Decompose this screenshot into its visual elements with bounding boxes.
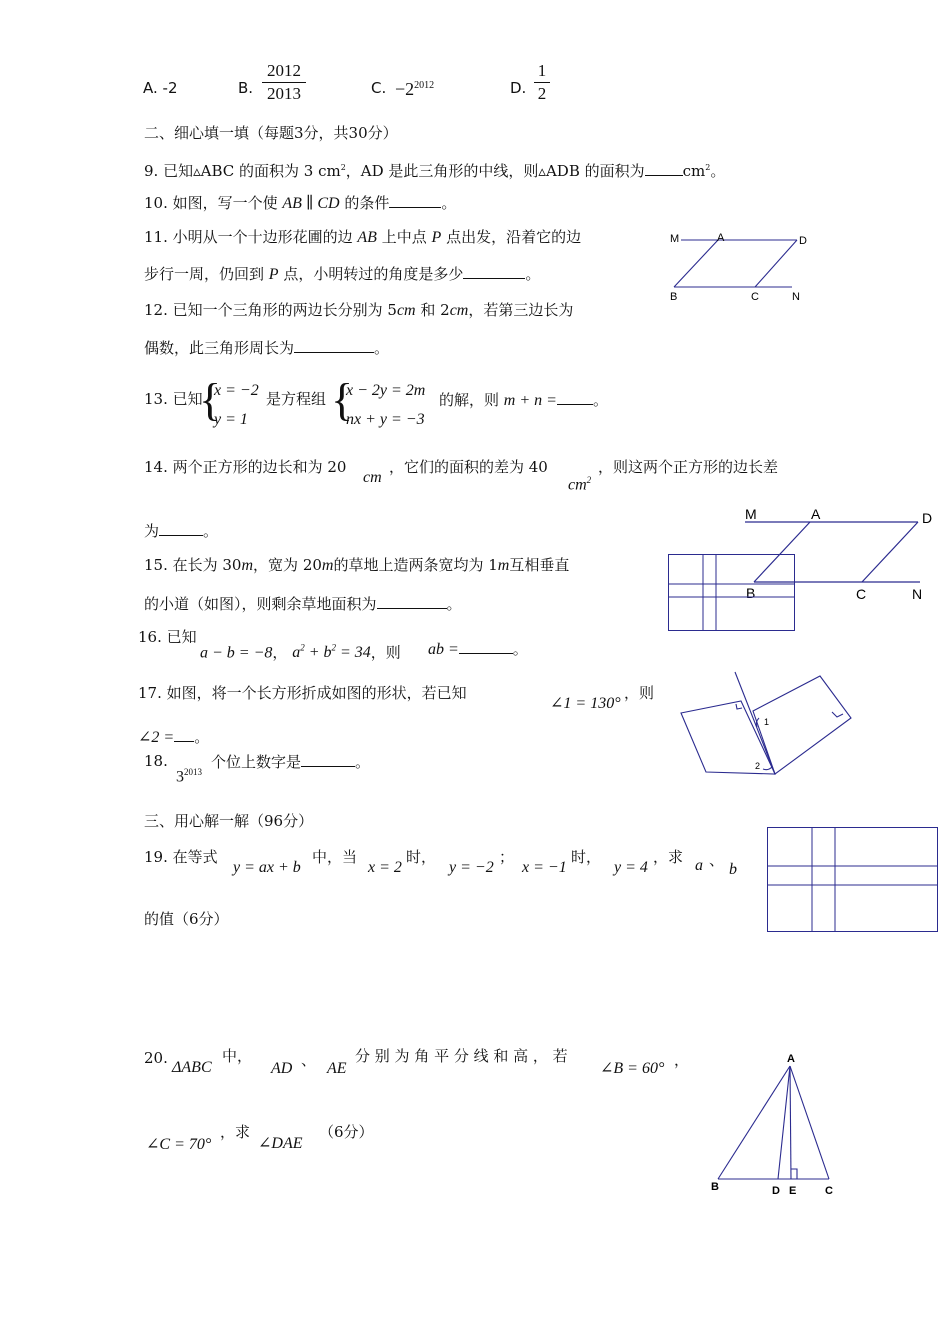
choice-d-numerator: 1 <box>537 61 547 80</box>
choice-b-label: B. <box>238 79 254 97</box>
q20-math3: AE <box>327 1060 347 1077</box>
question-12-line2 <box>144 337 389 358</box>
label-d: D <box>772 1185 780 1197</box>
question-14-line2 <box>144 520 218 541</box>
q9-sup2: 2 <box>705 163 711 172</box>
question-17-line1 <box>138 683 467 703</box>
choice-a: A. -2 <box>143 79 178 97</box>
q19-math1: y = ax + b <box>233 859 301 876</box>
q15-text: 15. 在长为 30 <box>144 556 242 574</box>
q13-text: 的解，则 <box>439 391 500 409</box>
answer-blank[interactable] <box>294 337 374 353</box>
side-ab <box>718 1066 790 1179</box>
q15-text2: ，宽为 20 <box>253 556 322 574</box>
q9-unit: cm <box>682 162 706 180</box>
q10-end: 。 <box>441 194 457 212</box>
choice-c-expression <box>395 76 434 99</box>
q11-text4: 步行一周，仍回到 <box>144 265 265 283</box>
answer-blank[interactable] <box>377 593 447 609</box>
q16-sup2: 2 <box>331 643 336 653</box>
question-11-line2 <box>144 263 540 285</box>
q11-math-p2: P <box>268 266 279 283</box>
question-13-tail <box>439 389 608 411</box>
lawn-figure-small <box>668 554 796 632</box>
q11-text3: 点出发，沿着它的边 <box>446 228 582 246</box>
q16-end: 。 <box>512 640 528 658</box>
q10-math: AB ∥ CD <box>282 195 340 212</box>
question-19-lead: 19. 在等式 <box>144 848 218 866</box>
line-ab <box>674 240 718 287</box>
question-16-lead: 16. 已知 <box>138 628 197 646</box>
label-a: A <box>811 506 821 522</box>
label-m: M <box>745 506 757 522</box>
q11-math-ab: AB <box>357 229 377 246</box>
line-dc <box>755 240 797 287</box>
fraction-bar <box>534 82 550 83</box>
choice-d-denominator: 2 <box>537 84 547 103</box>
choice-b-fraction <box>262 61 306 104</box>
q12-text3: ，若第三边长为 <box>468 301 574 319</box>
q17-text: 17. 如图，将一个长方形折成如图的形状，若已知 <box>138 684 467 702</box>
question-18-text <box>211 751 370 772</box>
answer-blank[interactable] <box>301 751 355 767</box>
q9-text2: ，AD 是此三角形的中线，则▵ADB 的面积为 <box>345 162 645 180</box>
q15-unit3: m <box>497 557 510 574</box>
choice-c-exponent: 2012 <box>414 80 435 91</box>
q9-end: 。 <box>710 162 726 180</box>
side-ac <box>790 1066 829 1179</box>
answer-blank[interactable] <box>159 520 203 536</box>
answer-blank[interactable] <box>389 192 441 208</box>
right-angle-mark <box>736 704 742 709</box>
question-16-tail <box>428 638 528 660</box>
q19-text1: 中，当 <box>312 848 358 866</box>
q18-text: 个位上数字是 <box>211 753 302 771</box>
label-c: C <box>751 291 759 303</box>
choice-d-fraction <box>534 61 550 104</box>
q19-math2: x = 2 <box>368 859 402 876</box>
q14-unit2-base: cm <box>568 476 587 494</box>
question-9 <box>144 158 725 181</box>
q20-math5: ∠C = 70° <box>146 1136 212 1153</box>
q20-math6: ∠DAE <box>258 1135 303 1152</box>
label-a: A <box>717 232 725 244</box>
choice-b-denominator: 2013 <box>267 84 301 103</box>
q11-text2: 上中点 <box>381 228 427 246</box>
q20-text3: 分 别 为 角 平 分 线 和 高 ， 若 <box>355 1047 568 1065</box>
question-14-line1 <box>144 457 346 477</box>
q13-system2-eq2: nx + y = −3 <box>346 411 425 428</box>
question-13-lead: 13. 已知 <box>144 390 203 408</box>
label-d: D <box>799 235 807 247</box>
question-12-line1 <box>144 300 573 321</box>
q17-math2: ∠2 = <box>138 729 175 746</box>
q19-math4: x = −1 <box>522 859 567 876</box>
q11-text5: 点，小明转过的角度是多少 <box>283 265 464 283</box>
q20-text2: 、 <box>301 1051 317 1069</box>
altitude-ae <box>790 1066 791 1179</box>
q14-end: 。 <box>203 522 219 540</box>
q12-unit1: cm <box>396 302 416 319</box>
q16-m2a: a <box>292 644 301 662</box>
q17-math1: ∠1 = 130° <box>550 695 621 712</box>
label-c: C <box>825 1185 833 1197</box>
label-m: M <box>670 233 680 245</box>
triangle-figure <box>705 1048 840 1198</box>
q20-text6: （6分） <box>319 1123 374 1141</box>
q14-text4: 为 <box>144 522 160 540</box>
line-dc <box>862 522 918 582</box>
q19-text4: 时， <box>571 848 602 866</box>
q18-power <box>176 762 202 787</box>
brace-2: { <box>331 374 354 425</box>
label-d: D <box>922 510 933 526</box>
label-n: N <box>912 586 923 602</box>
q15-text5: 的小道（如图），则剩余草地面积为 <box>144 595 377 613</box>
q12-unit2: cm <box>449 302 469 319</box>
question-15-line2 <box>144 593 462 614</box>
right-angle-mark <box>791 1169 797 1179</box>
q13-math: m + n = <box>503 392 557 409</box>
label-a: A <box>787 1053 795 1065</box>
q9-sup: 2 <box>340 163 346 172</box>
q16-sep2: ，则 <box>370 643 401 662</box>
q19-math6: a <box>695 857 703 874</box>
q11-end: 。 <box>525 265 541 283</box>
label-c: C <box>856 586 867 602</box>
choice-d-label: D. <box>510 79 527 97</box>
q13-system1-eq2: y = 1 <box>214 411 248 428</box>
q19-math3: y = −2 <box>449 859 494 876</box>
lawn-figure-large <box>767 827 939 933</box>
answer-blank[interactable] <box>174 726 194 742</box>
brace-1: { <box>199 374 222 425</box>
q18-exp: 2013 <box>184 767 202 777</box>
angle-2-arc <box>763 767 772 770</box>
q20-math2: AD <box>271 1060 293 1077</box>
q20-math4: ∠B = 60° <box>600 1060 665 1077</box>
q15-unit2: m <box>321 557 334 574</box>
q11-text: 11. 小明从一个十边形花圃的边 <box>144 228 353 246</box>
lawn-border <box>669 555 795 631</box>
q17-text2: ，则 <box>624 684 655 702</box>
q16-m2c: = 34 <box>335 644 371 662</box>
label-n: N <box>792 291 800 303</box>
choice-c-base: −2 <box>395 79 415 99</box>
angle-2-label: 2 <box>755 761 761 771</box>
q14-text3: ，则这两个正方形的边长差 <box>598 458 779 476</box>
q12-end: 。 <box>374 339 390 357</box>
q9-text: 9. 已知▵ABC 的面积为 3 cm <box>144 162 341 180</box>
q13-mid: 是方程组 <box>266 390 327 408</box>
q14-text: 14. 两个正方形的边长和为 20 <box>144 458 347 476</box>
question-20-lead: 20. <box>144 1049 168 1067</box>
q19-text2: 时， <box>406 848 437 866</box>
choice-c-label: C. <box>371 79 387 97</box>
q19-text6: 、 <box>709 851 725 869</box>
lawn-border <box>768 828 938 932</box>
q14-unit2 <box>568 470 591 495</box>
angle-1-label: 1 <box>764 717 770 727</box>
question-16-body <box>200 638 401 663</box>
fraction-bar <box>262 82 306 83</box>
label-b: B <box>711 1181 719 1193</box>
label-b: B <box>746 585 756 601</box>
label-e: E <box>789 1185 797 1197</box>
section3-title: 三、用心解一解（96分） <box>144 812 314 830</box>
answer-blank[interactable] <box>463 263 525 279</box>
q12-text4: 偶数，此三角形周长为 <box>144 339 295 357</box>
answer-blank[interactable] <box>557 389 593 405</box>
label-b: B <box>670 291 678 303</box>
question-18-lead: 18. <box>144 752 168 770</box>
q15-unit1: m <box>241 557 254 574</box>
q19-math5: y = 4 <box>614 859 648 876</box>
q16-math1: a − b = −8 <box>200 644 273 662</box>
q10-text: 10. 如图，写一个使 <box>144 194 278 212</box>
q19-math7: b <box>729 861 737 878</box>
question-17-line2 <box>138 726 209 748</box>
q16-sup1: 2 <box>300 643 305 653</box>
q20-math1: ΔABC <box>172 1059 212 1076</box>
q14-text2: ，它们的面积的差为 40 <box>389 458 548 476</box>
question-11-line1 <box>144 227 581 248</box>
question-10 <box>144 192 456 214</box>
q12-text: 12. 已知一个三角形的两边长分别为 5 <box>144 301 397 319</box>
q18-base: 3 <box>176 768 184 786</box>
section2-title: 二、细心填一填（每题3分，共30分） <box>144 124 398 142</box>
q13-system1-eq1: x = −2 <box>214 382 259 399</box>
q18-end: 。 <box>355 753 371 771</box>
q15-end: 。 <box>446 595 462 613</box>
q16-sep: ， <box>272 643 288 662</box>
folded-rectangle-figure <box>675 670 855 780</box>
q20-text1: 中， <box>222 1047 253 1065</box>
q16-m2b: + b <box>304 644 332 662</box>
q20-text4: ， <box>674 1051 690 1069</box>
question-15-line1 <box>144 555 569 576</box>
q14-unit1: cm <box>363 469 382 486</box>
answer-blank[interactable] <box>645 160 683 176</box>
question-19-line2: 的值（6分） <box>144 910 229 928</box>
q16-math3: ab = <box>428 641 459 658</box>
q13-end: 。 <box>592 391 608 409</box>
right-angle-mark <box>832 712 843 717</box>
q13-system2-eq1: x − 2y = 2m <box>346 382 426 399</box>
q19-text5: ，求 <box>653 848 684 866</box>
answer-blank[interactable] <box>459 638 513 654</box>
q20-text5: ，求 <box>220 1123 251 1141</box>
q10-text2: 的条件 <box>344 194 390 212</box>
q11-math-p: P <box>431 229 442 246</box>
q15-text4: 互相垂直 <box>509 556 570 574</box>
q19-text3: ； <box>499 848 515 866</box>
q12-text2: 和 2 <box>420 301 450 319</box>
parallelogram-figure-small <box>668 230 813 305</box>
q17-end: 。 <box>194 728 210 746</box>
choice-b-numerator: 2012 <box>267 61 301 80</box>
q14-unit2-sup: 2 <box>586 475 592 485</box>
q16-math2 <box>292 644 371 661</box>
q15-text3: 的草地上造两条宽均为 1 <box>333 556 498 574</box>
